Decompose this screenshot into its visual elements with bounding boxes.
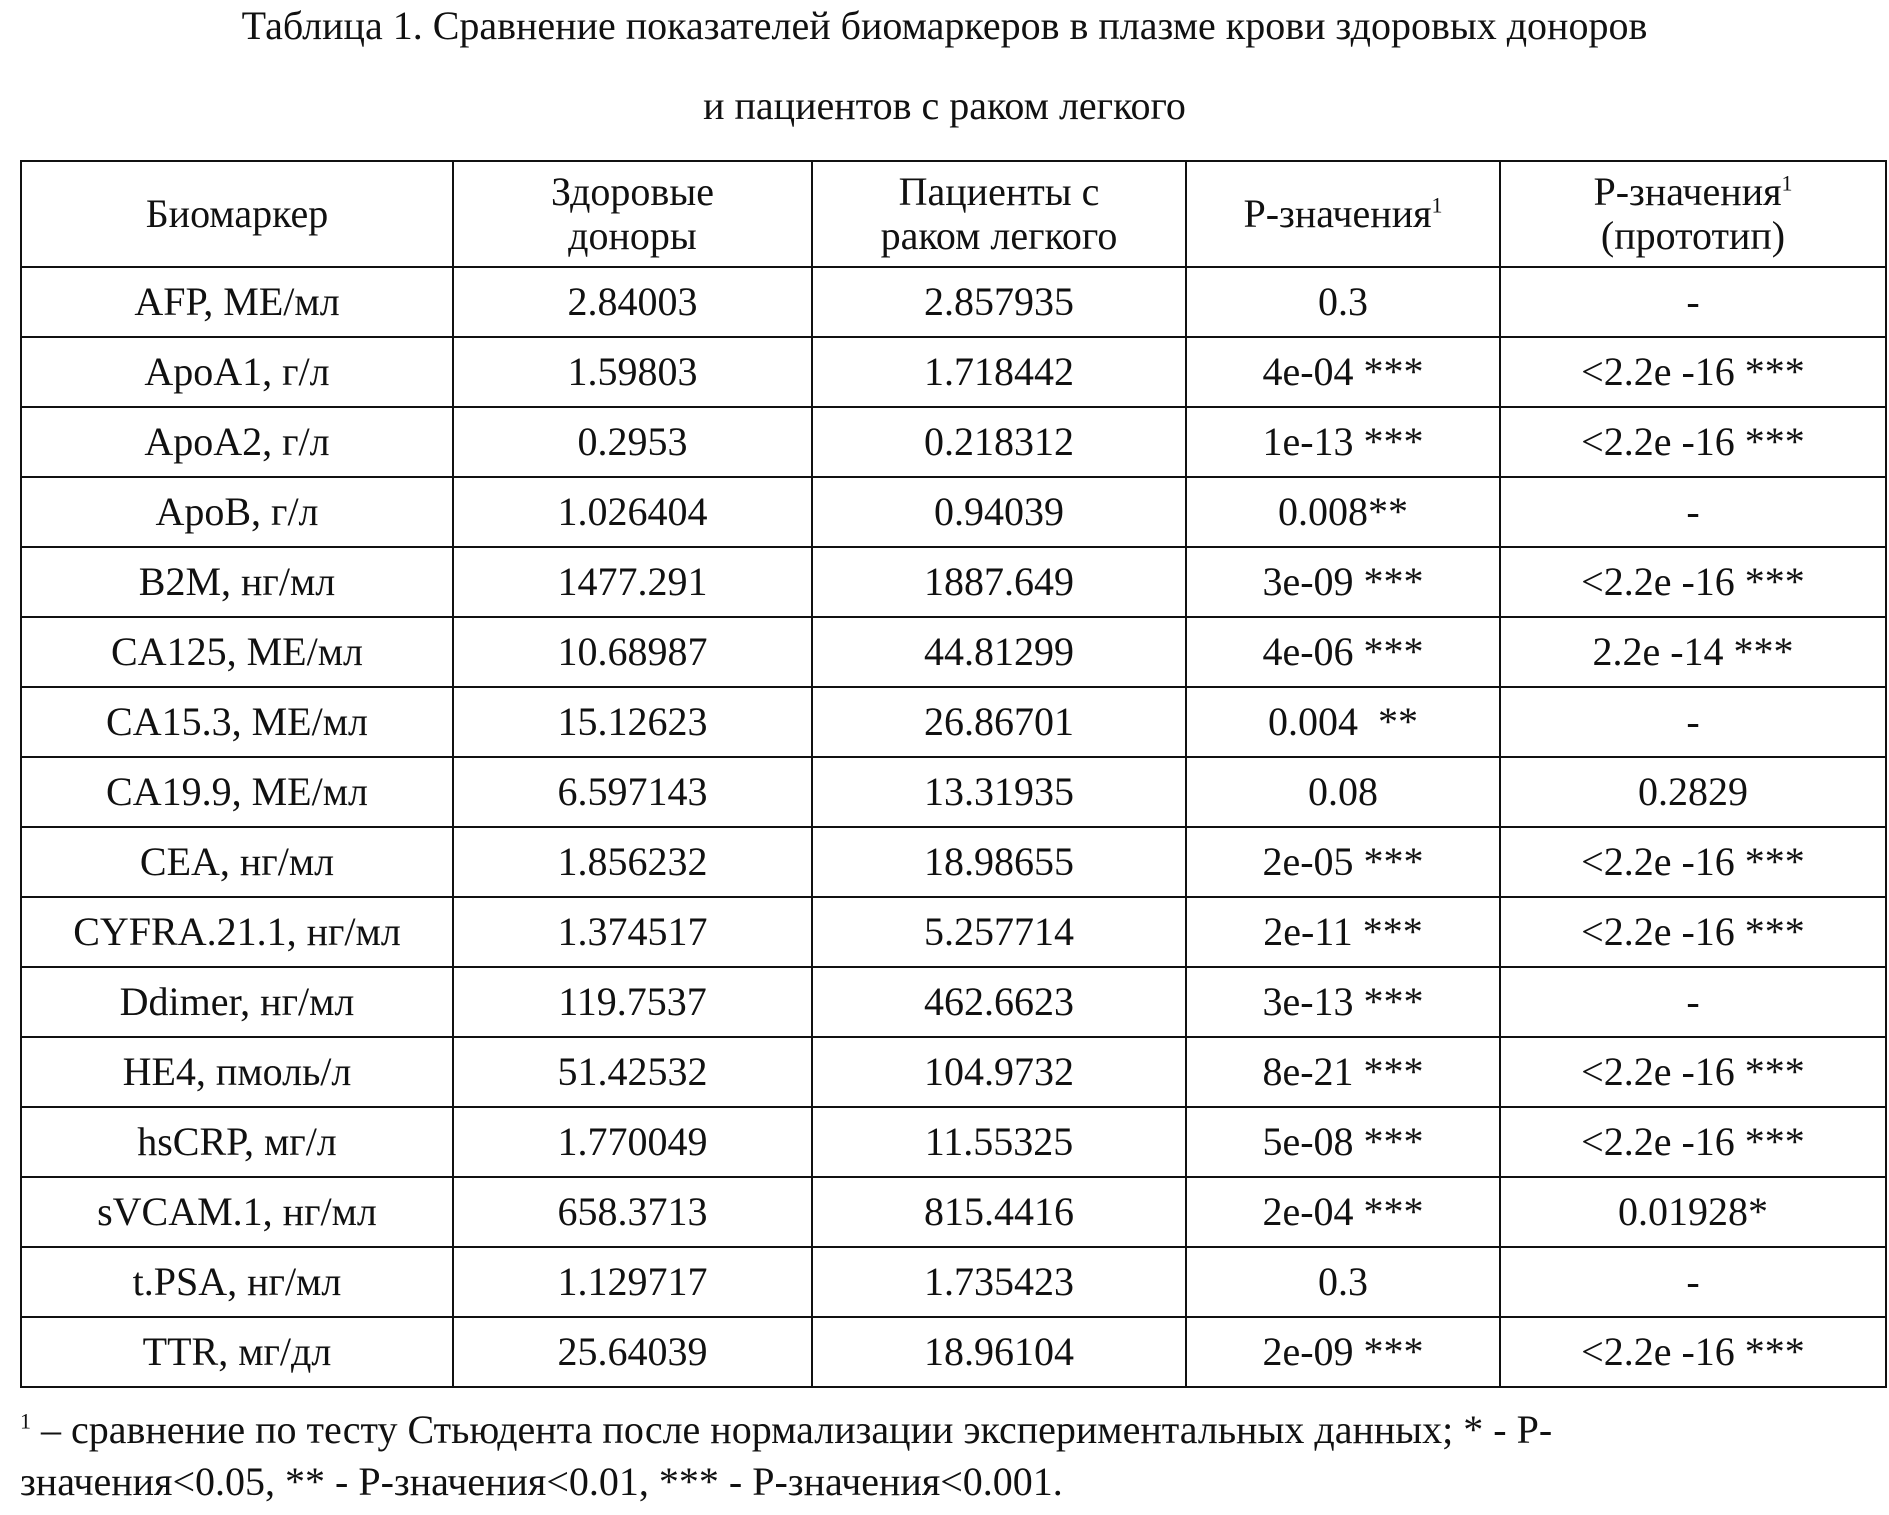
cell-p-value-prototype: - <box>1500 687 1886 757</box>
cell-p-value: 4e-04 *** <box>1186 337 1500 407</box>
cell-p-value: 3e-09 *** <box>1186 547 1500 617</box>
cell-p-value-prototype: - <box>1500 967 1886 1037</box>
biomarker-table <box>20 160 1887 1388</box>
header-healthy-line2: доноры <box>568 213 697 258</box>
table-row <box>21 1247 1886 1317</box>
table-row <box>21 897 1886 967</box>
cell-patients: 1887.649 <box>812 547 1186 617</box>
cell-patients: 18.96104 <box>812 1317 1186 1387</box>
header-p-values-footnote-mark: 1 <box>1431 192 1443 218</box>
header-biomarker-label: Биомаркер <box>145 191 329 236</box>
cell-biomarker: ApoA2, г/л <box>21 407 453 477</box>
cell-biomarker: hsCRP, мг/л <box>21 1107 453 1177</box>
cell-p-value-prototype: - <box>1500 267 1886 337</box>
cell-p-value-prototype: <2.2e -16 *** <box>1500 337 1886 407</box>
header-p-values-prototype <box>1500 161 1886 267</box>
cell-healthy: 1.374517 <box>453 897 812 967</box>
cell-patients: 0.218312 <box>812 407 1186 477</box>
table-row <box>21 337 1886 407</box>
cell-patients: 1.718442 <box>812 337 1186 407</box>
cell-healthy: 2.84003 <box>453 267 812 337</box>
table-body <box>21 267 1886 1387</box>
cell-p-value-prototype: <2.2e -16 *** <box>1500 827 1886 897</box>
cell-p-value-prototype: - <box>1500 1247 1886 1317</box>
cell-p-value: 0.3 <box>1186 267 1500 337</box>
cell-biomarker: Ddimer, нг/мл <box>21 967 453 1037</box>
cell-healthy: 1.026404 <box>453 477 812 547</box>
cell-p-value: 5e-08 *** <box>1186 1107 1500 1177</box>
table-row <box>21 1177 1886 1247</box>
cell-p-value-prototype: <2.2e -16 *** <box>1500 407 1886 477</box>
cell-p-value: 1e-13 *** <box>1186 407 1500 477</box>
cell-healthy: 1.129717 <box>453 1247 812 1317</box>
table-row <box>21 967 1886 1037</box>
cell-p-value: 2e-09 *** <box>1186 1317 1500 1387</box>
cell-biomarker: CA125, МЕ/мл <box>21 617 453 687</box>
cell-p-value: 4e-06 *** <box>1186 617 1500 687</box>
cell-p-value: 8e-21 *** <box>1186 1037 1500 1107</box>
cell-biomarker: CA15.3, МЕ/мл <box>21 687 453 757</box>
cell-p-value: 3e-13 *** <box>1186 967 1500 1037</box>
table-header-row <box>21 161 1886 267</box>
cell-biomarker: ApoA1, г/л <box>21 337 453 407</box>
cell-p-value-prototype: <2.2e -16 *** <box>1500 547 1886 617</box>
cell-biomarker: CEA, нг/мл <box>21 827 453 897</box>
table-row <box>21 477 1886 547</box>
table-caption-line2: и пациентов с раком легкого <box>703 83 1186 128</box>
cell-p-value: 2e-05 *** <box>1186 827 1500 897</box>
cell-p-value: 0.3 <box>1186 1247 1500 1317</box>
header-p-values <box>1186 161 1500 267</box>
table-row <box>21 687 1886 757</box>
cell-patients: 11.55325 <box>812 1107 1186 1177</box>
header-biomarker <box>21 161 453 267</box>
cell-healthy: 119.7537 <box>453 967 812 1037</box>
header-healthy-donors <box>453 161 812 267</box>
cell-healthy: 25.64039 <box>453 1317 812 1387</box>
table-caption-line1: Таблица 1. Сравнение показателей биомаркеров в плазме крови здоровых доноров <box>241 3 1648 48</box>
cell-patients: 1.735423 <box>812 1247 1186 1317</box>
cell-patients: 2.857935 <box>812 267 1186 337</box>
cell-p-value-prototype: 2.2e -14 *** <box>1500 617 1886 687</box>
cell-p-value-prototype: <2.2e -16 *** <box>1500 897 1886 967</box>
table-row <box>21 1037 1886 1107</box>
footnote-mark: 1 <box>20 1408 31 1434</box>
header-p-proto-line1: Р-значения <box>1593 169 1782 214</box>
header-patients-line2: раком легкого <box>880 213 1118 258</box>
cell-biomarker: TTR, мг/дл <box>21 1317 453 1387</box>
cell-p-value: 0.008** <box>1186 477 1500 547</box>
cell-biomarker: HE4, пмоль/л <box>21 1037 453 1107</box>
cell-biomarker: B2M, нг/мл <box>21 547 453 617</box>
table-row <box>21 547 1886 617</box>
cell-biomarker: AFP, МЕ/мл <box>21 267 453 337</box>
cell-patients: 13.31935 <box>812 757 1186 827</box>
footnote-line1: – сравнение по тесту Стьюдента после нормализации экспериментальных данных; * - Р- <box>31 1407 1553 1452</box>
cell-patients: 18.98655 <box>812 827 1186 897</box>
header-p-proto-line2: (прототип) <box>1600 213 1786 258</box>
header-healthy-line1: Здоровые <box>551 169 714 214</box>
cell-p-value-prototype: <2.2e -16 *** <box>1500 1317 1886 1387</box>
cell-healthy: 6.597143 <box>453 757 812 827</box>
cell-patients: 0.94039 <box>812 477 1186 547</box>
cell-patients: 104.9732 <box>812 1037 1186 1107</box>
table-row <box>21 267 1886 337</box>
header-p-proto-footnote-mark: 1 <box>1781 170 1793 196</box>
table-row <box>21 757 1886 827</box>
table-row <box>21 827 1886 897</box>
cell-healthy: 1.856232 <box>453 827 812 897</box>
cell-patients: 26.86701 <box>812 687 1186 757</box>
cell-p-value: 2e-11 *** <box>1186 897 1500 967</box>
cell-patients: 462.6623 <box>812 967 1186 1037</box>
table-row <box>21 1317 1886 1387</box>
cell-patients: 44.81299 <box>812 617 1186 687</box>
cell-patients: 815.4416 <box>812 1177 1186 1247</box>
header-patients-line1: Пациенты с <box>898 169 1100 214</box>
cell-p-value-prototype: - <box>1500 477 1886 547</box>
cell-p-value: 0.004 ** <box>1186 687 1500 757</box>
cell-biomarker: ApoB, г/л <box>21 477 453 547</box>
cell-healthy: 1.59803 <box>453 337 812 407</box>
cell-biomarker: sVCAM.1, нг/мл <box>21 1177 453 1247</box>
table-footnote <box>20 1404 1880 1508</box>
header-p-values-label: Р-значения <box>1243 191 1432 236</box>
cell-healthy: 1.770049 <box>453 1107 812 1177</box>
cell-p-value-prototype: <2.2e -16 *** <box>1500 1037 1886 1107</box>
cell-healthy: 658.3713 <box>453 1177 812 1247</box>
cell-p-value-prototype: 0.01928* <box>1500 1177 1886 1247</box>
cell-healthy: 10.68987 <box>453 617 812 687</box>
cell-healthy: 15.12623 <box>453 687 812 757</box>
cell-patients: 5.257714 <box>812 897 1186 967</box>
cell-biomarker: CA19.9, МЕ/мл <box>21 757 453 827</box>
cell-biomarker: CYFRA.21.1, нг/мл <box>21 897 453 967</box>
table-row <box>21 617 1886 687</box>
cell-healthy: 51.42532 <box>453 1037 812 1107</box>
cell-healthy: 0.2953 <box>453 407 812 477</box>
header-lung-cancer-patients <box>812 161 1186 267</box>
cell-p-value: 2e-04 *** <box>1186 1177 1500 1247</box>
cell-p-value: 0.08 <box>1186 757 1500 827</box>
cell-biomarker: t.PSA, нг/мл <box>21 1247 453 1317</box>
cell-healthy: 1477.291 <box>453 547 812 617</box>
cell-p-value-prototype: <2.2e -16 *** <box>1500 1107 1886 1177</box>
table-row <box>21 1107 1886 1177</box>
table-row <box>21 407 1886 477</box>
footnote-line2: значения<0.05, ** - Р-значения<0.01, *** - Р-значения<0.001. <box>20 1459 1063 1504</box>
cell-p-value-prototype: 0.2829 <box>1500 757 1886 827</box>
